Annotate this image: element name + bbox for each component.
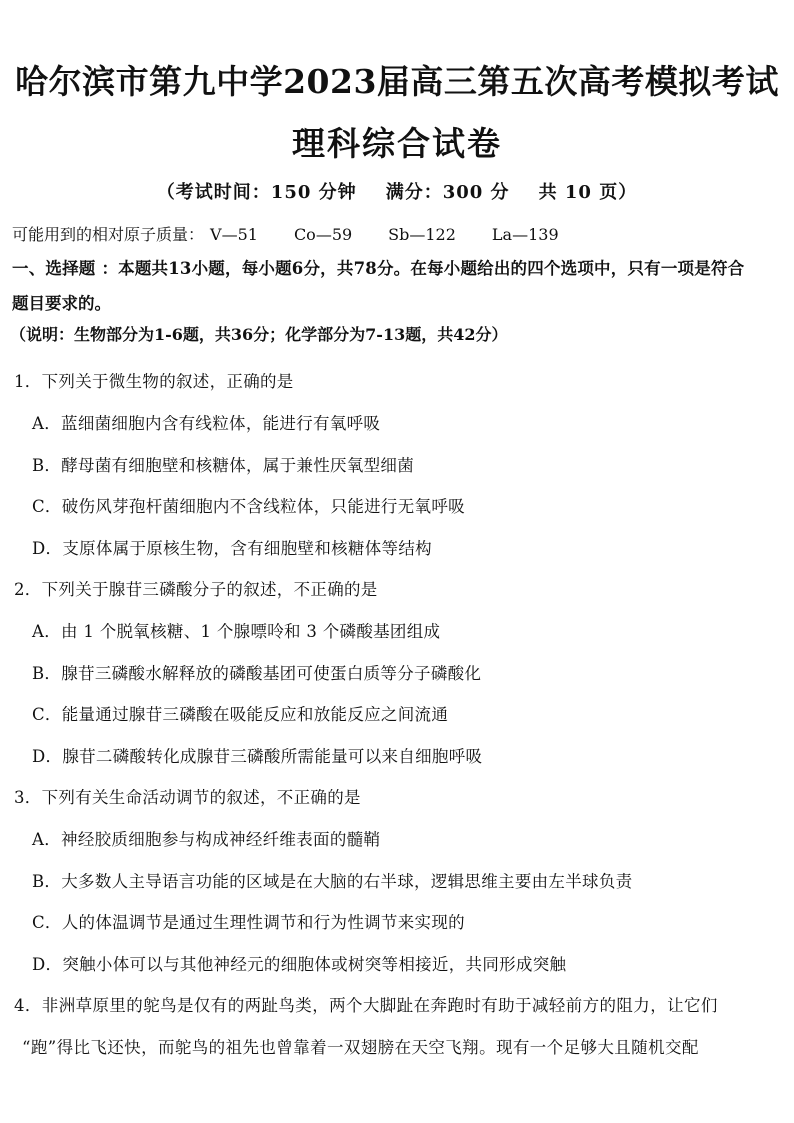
question-2-option-d: D．腺苷二磷酸转化成腺苷三磷酸所需能量可以来自细胞呼吸 — [32, 747, 483, 766]
exam-subtitle: 理科综合试卷 — [292, 124, 502, 163]
question-3-option-c: C．人的体温调节是通过生理性调节和行为性调节来实现的 — [32, 913, 465, 932]
atomic-masses-label: 可能用到的相对原子质量： — [12, 225, 205, 244]
atomic-masses — [12, 222, 589, 245]
question-1-stem: 1．下列关于微生物的叙述，正确的是 — [14, 372, 294, 391]
section-heading: 一、选择题 ：本题共13小题，每小题6分，共78分。在每小题给出的四个选项中，只有一项是符合 — [12, 259, 745, 278]
question-2-option-c: C．能量通过腺苷三磷酸在吸能反应和放能反应之间流通 — [32, 705, 449, 724]
exam-title: 哈尔滨市第九中学2023届高三第五次高考模拟考试 — [15, 62, 779, 101]
atomic-mass-v: V—51 — [210, 225, 258, 244]
question-1-option-d: D．支原体属于原核生物，含有细胞壁和核糖体等结构 — [32, 539, 432, 558]
section-heading-cont: 题目要求的。 — [12, 294, 111, 313]
question-2-stem: 2．下列关于腺苷三磷酸分子的叙述，不正确的是 — [14, 580, 378, 599]
question-2-option-b: B．腺苷三磷酸水解释放的磷酸基团可使蛋白质等分子磷酸化 — [32, 664, 482, 683]
atomic-mass-la: La—139 — [491, 225, 559, 244]
question-3-stem: 3．下列有关生命活动调节的叙述，不正确的是 — [14, 788, 361, 807]
question-1-option-b: B．酵母菌有细胞壁和核糖体，属于兼性厌氧型细菌 — [32, 456, 415, 475]
question-1-option-a: A．蓝细菌细胞内含有线粒体，能进行有氧呼吸 — [32, 414, 381, 433]
section-note: （说明：生物部分为1-6题，共36分；化学部分为7-13题，共42分） — [10, 325, 508, 344]
exam-info: （考试时间：150 分钟 满分：300 分 共 10 页） — [156, 182, 638, 203]
atomic-mass-sb: Sb—122 — [388, 225, 456, 244]
atomic-mass-co: Co—59 — [293, 225, 353, 244]
question-1-option-c: C．破伤风芽孢杆菌细胞内不含线粒体，只能进行无氧呼吸 — [32, 497, 465, 516]
question-4-stem: 4．非洲草原里的鸵鸟是仅有的两趾鸟类，两个大脚趾在奔跑时有助于减轻前方的阻力，让它们 — [14, 996, 718, 1015]
question-2-option-a: A．由 1 个脱氧核糖、1 个腺嘌呤和 3 个磷酸基团组成 — [32, 622, 441, 641]
question-3-option-a: A．神经胶质细胞参与构成神经纤维表面的髓鞘 — [32, 830, 381, 849]
question-3-option-d: D．突触小体可以与其他神经元的细胞体或树突等相接近，共同形成突触 — [32, 955, 567, 974]
question-3-option-b: B．大多数人主导语言功能的区域是在大脑的右半球，逻辑思维主要由左半球负责 — [32, 872, 633, 891]
question-4-stem-cont: “跑”得比飞还快，而鸵鸟的祖先也曾靠着一双翅膀在天空飞翔。现有一个足够大且随机交配 — [22, 1038, 699, 1057]
